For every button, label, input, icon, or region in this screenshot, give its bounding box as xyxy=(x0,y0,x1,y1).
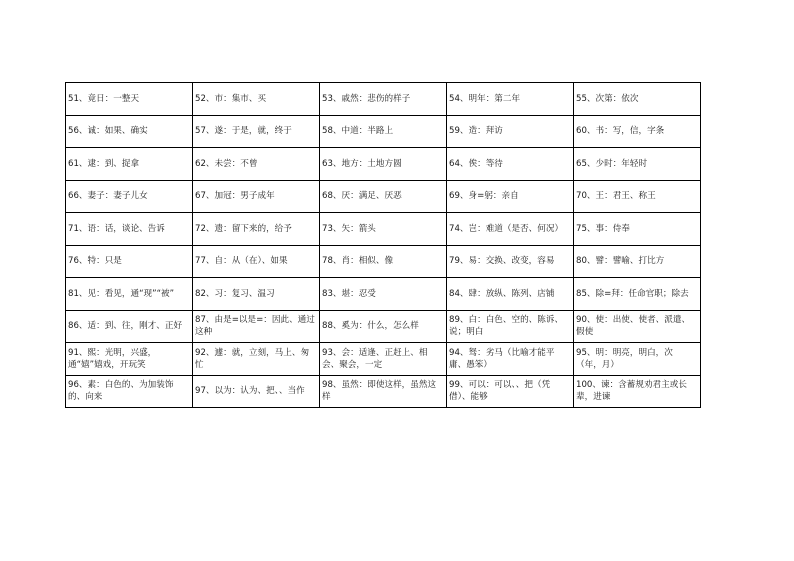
table-cell: 77、自：从（在）、如果 xyxy=(193,245,320,278)
table-cell: 53、戚然：悲伤的样子 xyxy=(320,83,447,116)
table-cell: 91、熙：光明，兴盛，通“嬉”嬉戏，开玩笑 xyxy=(66,343,193,376)
table-cell: 69、身=躬：亲自 xyxy=(447,180,574,213)
table-cell: 87、由是=以是=：因此、通过这种 xyxy=(193,310,320,343)
table-cell: 90、使：出使、使者、派遣、假使 xyxy=(574,310,701,343)
table-row xyxy=(66,180,701,213)
table-cell: 65、少时：年轻时 xyxy=(574,148,701,181)
table-cell: 62、未尝：不曾 xyxy=(193,148,320,181)
table-cell: 82、习：复习、温习 xyxy=(193,278,320,311)
table-row xyxy=(66,83,701,116)
vocabulary-table xyxy=(65,82,701,408)
table-cell: 61、逮：到、捉拿 xyxy=(66,148,193,181)
table-cell: 56、诚：如果、确实 xyxy=(66,115,193,148)
table-row xyxy=(66,278,701,311)
table-cell: 51、竟日：一整天 xyxy=(66,83,193,116)
vocabulary-sheet xyxy=(65,82,700,408)
table-cell: 57、遂：于是，就，终于 xyxy=(193,115,320,148)
table-cell: 89、白：白色、空的、陈诉、说；明白 xyxy=(447,310,574,343)
table-cell: 100、谏：含蓄规劝君主或长辈，进谏 xyxy=(574,375,701,408)
table-cell: 84、肆：放纵、陈列、店铺 xyxy=(447,278,574,311)
table-row xyxy=(66,115,701,148)
table-cell: 93、会：适逢、正赶上、相会、聚会，一定 xyxy=(320,343,447,376)
table-cell: 59、造：拜访 xyxy=(447,115,574,148)
table-row xyxy=(66,375,701,408)
table-cell: 80、譬：譬喻、打比方 xyxy=(574,245,701,278)
table-cell: 92、遽：就，立刻，马上、匆忙 xyxy=(193,343,320,376)
table-row xyxy=(66,213,701,246)
table-cell: 58、中道：半路上 xyxy=(320,115,447,148)
table-cell: 54、明年：第二年 xyxy=(447,83,574,116)
table-cell: 83、堪：忍受 xyxy=(320,278,447,311)
table-cell: 55、次第：依次 xyxy=(574,83,701,116)
table-cell: 63、地方：土地方圆 xyxy=(320,148,447,181)
table-cell: 81、见：看见，通“现”“被” xyxy=(66,278,193,311)
table-row xyxy=(66,310,701,343)
table-cell: 98、虽然：即使这样，虽然这样 xyxy=(320,375,447,408)
table-cell: 78、肖：相似、像 xyxy=(320,245,447,278)
table-cell: 67、加冠：男子成年 xyxy=(193,180,320,213)
table-row xyxy=(66,148,701,181)
table-cell: 52、市：集市、买 xyxy=(193,83,320,116)
table-cell: 68、厌：满足、厌恶 xyxy=(320,180,447,213)
table-cell: 99、可以：可以、、把（凭借）、能够 xyxy=(447,375,574,408)
table-cell: 79、易：交换、改变，容易 xyxy=(447,245,574,278)
table-cell: 73、矢：箭头 xyxy=(320,213,447,246)
table-cell: 72、遗：留下来的，给予 xyxy=(193,213,320,246)
table-cell: 60、书：写，信，字条 xyxy=(574,115,701,148)
table-cell: 85、除=拜：任命官职；除去 xyxy=(574,278,701,311)
table-row xyxy=(66,343,701,376)
table-cell: 88、奚为：什么，怎么样 xyxy=(320,310,447,343)
table-row xyxy=(66,245,701,278)
table-cell: 71、语：话，谈论、告诉 xyxy=(66,213,193,246)
table-cell: 75、事：侍奉 xyxy=(574,213,701,246)
table-cell: 64、俟：等待 xyxy=(447,148,574,181)
table-cell: 86、适：到、往，刚才、正好 xyxy=(66,310,193,343)
table-cell: 70、王：君王、称王 xyxy=(574,180,701,213)
table-cell: 95、明：明亮，明白，次（年，月） xyxy=(574,343,701,376)
table-cell: 74、岂：难道（是否、何况） xyxy=(447,213,574,246)
table-cell: 94、驽：劣马（比喻才能平庸、愚笨） xyxy=(447,343,574,376)
table-cell: 66、妻子：妻子儿女 xyxy=(66,180,193,213)
table-cell: 96、素：白色的、为加装饰的、向来 xyxy=(66,375,193,408)
table-cell: 97、以为：认为、把、、当作 xyxy=(193,375,320,408)
table-cell: 76、特：只是 xyxy=(66,245,193,278)
